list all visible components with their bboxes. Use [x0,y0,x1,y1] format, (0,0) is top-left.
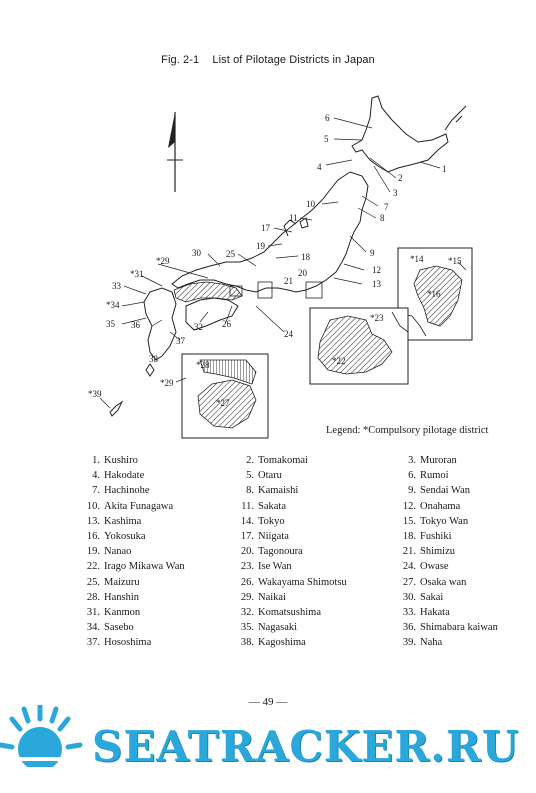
district-item [62,455,138,467]
district-number: 37. [86,637,100,648]
district-name: Rumoi [420,470,449,481]
district-name: Nagasaki [258,622,298,633]
map-label-36: 36 [131,320,140,330]
map-label-16: *16 [427,289,441,299]
district-number: 29. [240,592,254,603]
honshu-outline [172,172,368,292]
district-item [388,501,460,513]
district-name: Hakata [420,607,450,618]
map-label-26: 26 [222,319,231,329]
district-number: 30. [402,592,416,603]
map-label-38: 38 [149,354,158,364]
district-number: 36. [402,622,416,633]
district-number: 2. [246,455,254,466]
map-label-11: 11 [289,213,298,223]
district-list [0,455,536,675]
district-item [226,546,303,558]
district-number: 7. [92,485,100,496]
district-item [226,622,297,634]
district-number: 38. [240,637,254,648]
district-item [226,577,347,589]
district-number: 6. [408,470,416,481]
district-number: 22. [86,561,100,572]
map-label-15: *15 [448,256,462,266]
district-number: 14. [240,516,254,527]
district-number: 10. [86,501,100,512]
district-name: Hakodate [104,470,145,481]
district-name: Kushiro [104,455,138,466]
district-name: Naha [420,637,443,648]
district-item [62,531,146,543]
district-name: Kamaishi [258,485,299,496]
district-number: 27. [402,577,416,588]
district-item [226,592,286,604]
district-name: Wakayama Shimotsu [258,577,347,588]
kyushu-outline [144,288,176,360]
district-item [388,531,452,543]
district-item [388,470,449,482]
district-name: Kashima [104,516,142,527]
map-label-34: *34 [106,300,120,310]
district-name: Osaka wan [420,577,467,588]
figure-number: Fig. 2-1 [161,54,200,66]
map-label-17: 17 [261,223,270,233]
district-name: Tokyo Wan [420,516,469,527]
map-label-37: 37 [176,336,185,346]
district-number: 21. [402,546,416,557]
map-label-22: *22 [332,356,346,366]
district-name: Tomakomai [258,455,309,466]
district-item [388,516,468,528]
map-label-9: 9 [370,248,375,258]
district-item [62,637,151,649]
map-label-8: 8 [380,213,385,223]
district-number: 20. [240,546,254,557]
map-label-29: *29 [156,256,170,266]
district-number: 31. [86,607,100,618]
district-number: 12. [402,501,416,512]
district-item [226,637,306,649]
map-label-6: 6 [325,113,330,123]
map-label-27: *27 [216,398,230,408]
district-name: Akita Funagawa [104,501,174,512]
district-name: Kanmon [104,607,141,618]
map-label-2: 2 [398,173,403,183]
district-item [226,455,308,467]
district-name: Owase [420,561,449,572]
district-name: Yokosuka [104,531,146,542]
district-number: 9. [408,485,416,496]
district-item [226,607,321,619]
map-label-13: 13 [372,279,381,289]
district-item [388,592,443,604]
map-label-5: 5 [324,134,329,144]
district-name: Sakai [420,592,444,603]
district-name: Hososhima [104,637,152,648]
district-name: Maizuru [104,577,140,588]
hokkaido-outline [352,96,448,172]
inset-ise-wan [310,308,408,384]
map-label-31: *31 [130,269,144,279]
map-label-30: 30 [192,248,201,258]
district-number: 24. [402,561,416,572]
map-label-21: 21 [284,276,293,286]
map-label-19: 19 [256,241,265,251]
district-number: 26. [240,577,254,588]
district-number: 33. [402,607,416,618]
map-label-23: *23 [370,313,384,323]
district-item [62,561,185,573]
map-label-24: 24 [284,329,293,339]
map-label-25: 25 [226,249,235,259]
district-number: 1. [92,455,100,466]
district-name: Fushiki [420,531,452,542]
district-name: Muroran [420,455,457,466]
inset-osaka-wan [182,354,268,438]
district-item [388,455,457,467]
district-item [226,485,298,497]
district-item [62,546,131,558]
figure-caption: List of Pilotage Districts in Japan [212,54,375,66]
district-name: Sasebo [104,622,134,633]
district-item [226,501,286,513]
district-name: Tokyo [258,516,285,527]
district-item [62,485,149,497]
district-number: 32. [240,607,254,618]
district-name: Sakata [258,501,286,512]
district-name: Hanshin [104,592,139,603]
map-label-35: 35 [106,319,115,329]
district-item [62,592,139,604]
district-name: Sendai Wan [420,485,470,496]
district-item [226,470,282,482]
district-item [388,546,455,558]
map-label-4: 4 [317,162,322,172]
district-number: 17. [240,531,254,542]
district-number: 34. [86,622,100,633]
district-item [62,607,140,619]
district-name: Onahama [420,501,461,512]
map-label-14: *14 [410,254,424,264]
district-number: 11. [241,501,254,512]
district-number: 39. [402,637,416,648]
district-name: Irago Mikawa Wan [104,561,185,572]
district-number: 4. [92,470,100,481]
district-number: 28. [86,592,100,603]
district-number: 18. [402,531,416,542]
district-number: 16. [86,531,100,542]
district-item [226,516,285,528]
district-number: 23. [240,561,254,572]
district-number: 15. [402,516,416,527]
district-item [62,622,134,634]
district-name: Kagoshima [258,637,306,648]
district-name: Ise Wan [258,561,292,572]
map-label-3: 3 [393,188,398,198]
district-item [388,622,498,634]
page-number: — 49 — [248,696,288,708]
district-item [62,516,141,528]
map-label-33: 33 [112,281,121,291]
okinawa-outline [110,402,122,416]
district-name: Tagonoura [258,546,303,557]
north-arrow-icon [167,112,183,192]
district-name: Niigata [258,531,289,542]
district-number: 13. [86,516,100,527]
map-legend: Legend: *Compulsory pilotage district [326,425,489,436]
district-item [388,637,442,649]
district-number: 35. [240,622,254,633]
map-label-1: 1 [442,164,447,174]
watermark-text: SEATRACKER.RU [92,722,520,771]
district-item [62,501,173,513]
district-number: 5. [246,470,254,481]
district-item [388,577,466,589]
district-number: 25. [86,577,100,588]
map-label-39: *39 [88,389,102,399]
map-label-20: 20 [298,268,307,278]
map-label-12: 12 [372,265,381,275]
district-number: 8. [246,485,254,496]
district-name: Shimizu [420,546,456,557]
district-item [388,561,449,573]
district-name: Hachinohe [104,485,150,496]
district-name: Komatsushima [258,607,321,618]
map-label-29-inset: *29 [160,378,174,388]
map-label-32: 32 [194,322,203,332]
map-label-18: 18 [301,252,310,262]
district-item [388,607,450,619]
district-item [226,531,289,543]
district-name: Otaru [258,470,282,481]
map-label-10: 10 [306,199,315,209]
district-item [62,577,140,589]
district-item [388,485,470,497]
district-number: 3. [408,455,416,466]
map-label-28: *28 [196,360,210,370]
district-name: Naikai [258,592,286,603]
district-item [62,470,144,482]
district-item [226,561,292,573]
district-number: 19. [86,546,100,557]
map-label-7: 7 [384,202,389,212]
district-name: Nanao [104,546,132,557]
district-name: Shimabara kaiwan [420,622,498,633]
